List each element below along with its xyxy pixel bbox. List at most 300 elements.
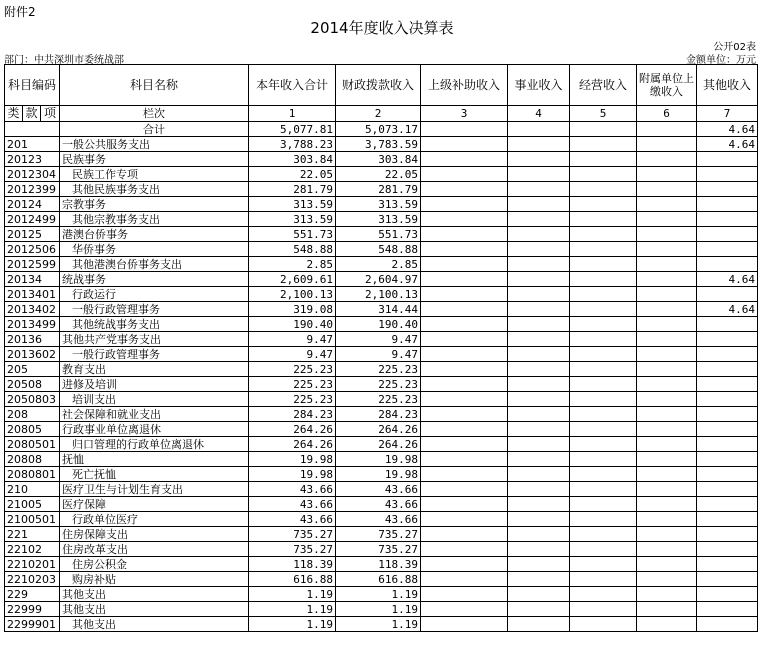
table-row <box>5 137 758 152</box>
income-table <box>4 64 758 632</box>
table-row <box>5 167 758 182</box>
row-affiliate <box>637 227 697 242</box>
row-operating <box>570 482 637 497</box>
row-operating <box>570 182 637 197</box>
row-name: 购房补贴 <box>60 572 249 587</box>
column-label: 栏次 <box>60 106 249 122</box>
col-number: 4 <box>508 106 570 122</box>
row-superior <box>421 272 508 287</box>
row-other: 4.64 <box>697 302 758 317</box>
row-fiscal: 1.19 <box>336 587 421 602</box>
table-row <box>5 407 758 422</box>
row-affiliate <box>637 602 697 617</box>
row-operating <box>570 317 637 332</box>
row-affiliate <box>637 122 697 137</box>
row-affiliate <box>637 482 697 497</box>
row-name: 住房公积金 <box>60 557 249 572</box>
table-row <box>5 212 758 227</box>
row-fiscal: 616.88 <box>336 572 421 587</box>
row-other <box>697 557 758 572</box>
table-row <box>5 332 758 347</box>
row-code: 20508 <box>5 377 60 392</box>
row-name: 民族事务 <box>60 152 249 167</box>
row-affiliate <box>637 197 697 212</box>
row-code: 2013401 <box>5 287 60 302</box>
row-fiscal: 225.23 <box>336 362 421 377</box>
row-total: 1.19 <box>249 617 336 632</box>
row-business <box>508 272 570 287</box>
row-superior <box>421 122 508 137</box>
row-fiscal: 43.66 <box>336 512 421 527</box>
row-business <box>508 287 570 302</box>
row-business <box>508 512 570 527</box>
row-superior <box>421 452 508 467</box>
row-name: 其他支出 <box>60 587 249 602</box>
col-number: 5 <box>570 106 637 122</box>
row-affiliate <box>637 557 697 572</box>
col-number: 1 <box>249 106 336 122</box>
header-code: 科目编码 <box>5 65 60 106</box>
row-fiscal: 9.47 <box>336 347 421 362</box>
row-total: 225.23 <box>249 377 336 392</box>
header-name: 科目名称 <box>60 65 249 106</box>
row-business <box>508 407 570 422</box>
row-affiliate <box>637 257 697 272</box>
row-other <box>697 422 758 437</box>
row-business <box>508 572 570 587</box>
row-business <box>508 392 570 407</box>
row-business <box>508 167 570 182</box>
row-code: 2080801 <box>5 467 60 482</box>
row-operating <box>570 602 637 617</box>
row-total: 43.66 <box>249 497 336 512</box>
row-operating <box>570 467 637 482</box>
row-superior <box>421 317 508 332</box>
row-fiscal: 548.88 <box>336 242 421 257</box>
table-row <box>5 452 758 467</box>
row-total: 19.98 <box>249 467 336 482</box>
row-other <box>697 392 758 407</box>
row-total: 319.08 <box>249 302 336 317</box>
row-affiliate <box>637 167 697 182</box>
table-row <box>5 182 758 197</box>
row-total: 9.47 <box>249 347 336 362</box>
row-superior <box>421 392 508 407</box>
row-fiscal: 2.85 <box>336 257 421 272</box>
row-operating <box>570 272 637 287</box>
row-other <box>697 527 758 542</box>
row-operating <box>570 242 637 257</box>
row-other <box>697 347 758 362</box>
row-business <box>508 452 570 467</box>
row-other <box>697 287 758 302</box>
row-name: 其他民族事务支出 <box>60 182 249 197</box>
row-other <box>697 452 758 467</box>
row-business <box>508 602 570 617</box>
row-code <box>5 122 60 137</box>
row-code: 221 <box>5 527 60 542</box>
row-operating <box>570 527 637 542</box>
row-code: 2210201 <box>5 557 60 572</box>
row-business <box>508 497 570 512</box>
row-operating <box>570 512 637 527</box>
row-business <box>508 527 570 542</box>
row-code: 2013499 <box>5 317 60 332</box>
row-total: 1.19 <box>249 602 336 617</box>
row-name: 民族工作专项 <box>60 167 249 182</box>
table-row <box>5 497 758 512</box>
header-superior: 上级补助收入 <box>421 65 508 106</box>
row-code: 2012506 <box>5 242 60 257</box>
row-total: 281.79 <box>249 182 336 197</box>
row-affiliate <box>637 242 697 257</box>
row-superior <box>421 212 508 227</box>
row-affiliate <box>637 287 697 302</box>
row-operating <box>570 407 637 422</box>
row-fiscal: 225.23 <box>336 392 421 407</box>
row-name: 教育支出 <box>60 362 249 377</box>
row-business <box>508 617 570 632</box>
table-row <box>5 512 758 527</box>
row-name: 死亡抚恤 <box>60 467 249 482</box>
row-affiliate <box>637 572 697 587</box>
row-fiscal: 314.44 <box>336 302 421 317</box>
col-number: 7 <box>697 106 758 122</box>
table-row <box>5 392 758 407</box>
row-superior <box>421 422 508 437</box>
row-code: 20124 <box>5 197 60 212</box>
row-affiliate <box>637 347 697 362</box>
row-superior <box>421 437 508 452</box>
row-other <box>697 257 758 272</box>
table-row <box>5 572 758 587</box>
row-superior <box>421 182 508 197</box>
row-code: 205 <box>5 362 60 377</box>
row-name: 医疗卫生与计划生育支出 <box>60 482 249 497</box>
row-superior <box>421 602 508 617</box>
row-superior <box>421 347 508 362</box>
row-superior <box>421 617 508 632</box>
row-affiliate <box>637 137 697 152</box>
row-other <box>697 542 758 557</box>
header-lei: 类 <box>5 106 23 122</box>
row-name: 其他共产党事务支出 <box>60 332 249 347</box>
table-row <box>5 422 758 437</box>
row-affiliate <box>637 362 697 377</box>
table-row <box>5 227 758 242</box>
row-name: 其他支出 <box>60 617 249 632</box>
row-affiliate <box>637 467 697 482</box>
row-other <box>697 407 758 422</box>
table-row <box>5 272 758 287</box>
row-superior <box>421 512 508 527</box>
row-name: 一般行政管理事务 <box>60 347 249 362</box>
row-code: 201 <box>5 137 60 152</box>
row-other <box>697 437 758 452</box>
row-fiscal: 225.23 <box>336 377 421 392</box>
row-operating <box>570 167 637 182</box>
header-total: 本年收入合计 <box>249 65 336 106</box>
row-business <box>508 302 570 317</box>
row-business <box>508 587 570 602</box>
row-affiliate <box>637 152 697 167</box>
row-name: 社会保障和就业支出 <box>60 407 249 422</box>
row-name: 行政运行 <box>60 287 249 302</box>
col-number: 3 <box>421 106 508 122</box>
row-code: 2080501 <box>5 437 60 452</box>
table-row <box>5 152 758 167</box>
row-operating <box>570 437 637 452</box>
row-name: 其他宗教事务支出 <box>60 212 249 227</box>
row-code: 2012599 <box>5 257 60 272</box>
row-operating <box>570 302 637 317</box>
row-superior <box>421 197 508 212</box>
row-operating <box>570 212 637 227</box>
row-operating <box>570 362 637 377</box>
table-row <box>5 527 758 542</box>
row-total: 19.98 <box>249 452 336 467</box>
row-business <box>508 152 570 167</box>
row-superior <box>421 377 508 392</box>
table-row <box>5 587 758 602</box>
row-business <box>508 212 570 227</box>
row-superior <box>421 302 508 317</box>
row-name: 华侨事务 <box>60 242 249 257</box>
table-row <box>5 197 758 212</box>
row-business <box>508 182 570 197</box>
row-other <box>697 317 758 332</box>
row-fiscal: 22.05 <box>336 167 421 182</box>
row-total: 313.59 <box>249 212 336 227</box>
row-total: 225.23 <box>249 392 336 407</box>
row-code: 2050803 <box>5 392 60 407</box>
row-affiliate <box>637 542 697 557</box>
row-fiscal: 735.27 <box>336 527 421 542</box>
row-code: 208 <box>5 407 60 422</box>
row-other <box>697 212 758 227</box>
row-other: 4.64 <box>697 272 758 287</box>
row-operating <box>570 587 637 602</box>
row-operating <box>570 257 637 272</box>
table-body <box>5 122 758 632</box>
row-name: 一般公共服务支出 <box>60 137 249 152</box>
row-business <box>508 227 570 242</box>
row-name: 统战事务 <box>60 272 249 287</box>
table-row <box>5 482 758 497</box>
row-affiliate <box>637 422 697 437</box>
attachment-label: 附件2 <box>4 5 36 19</box>
row-superior <box>421 497 508 512</box>
row-other <box>697 482 758 497</box>
row-total: 616.88 <box>249 572 336 587</box>
row-name: 住房保障支出 <box>60 527 249 542</box>
row-code: 2210203 <box>5 572 60 587</box>
row-affiliate <box>637 437 697 452</box>
row-fiscal: 5,073.17 <box>336 122 421 137</box>
row-other <box>697 587 758 602</box>
form-code: 公开02表 <box>713 42 756 53</box>
row-operating <box>570 542 637 557</box>
row-operating <box>570 422 637 437</box>
row-superior <box>421 482 508 497</box>
row-total: 735.27 <box>249 527 336 542</box>
table-row <box>5 317 758 332</box>
row-fiscal: 284.23 <box>336 407 421 422</box>
col-number: 2 <box>336 106 421 122</box>
row-superior <box>421 572 508 587</box>
row-operating <box>570 197 637 212</box>
table-row <box>5 602 758 617</box>
row-affiliate <box>637 407 697 422</box>
row-other <box>697 497 758 512</box>
table-row <box>5 437 758 452</box>
header-xiang: 项 <box>41 106 60 122</box>
row-superior <box>421 227 508 242</box>
row-superior <box>421 257 508 272</box>
row-name: 港澳台侨事务 <box>60 227 249 242</box>
row-operating <box>570 227 637 242</box>
row-superior <box>421 332 508 347</box>
row-fiscal: 118.39 <box>336 557 421 572</box>
row-operating <box>570 557 637 572</box>
report-title: 2014年度收入决算表 <box>310 19 454 37</box>
row-affiliate <box>637 212 697 227</box>
row-name: 合计 <box>60 122 249 137</box>
row-business <box>508 347 570 362</box>
row-business <box>508 437 570 452</box>
row-code: 2013602 <box>5 347 60 362</box>
row-superior <box>421 152 508 167</box>
row-business <box>508 257 570 272</box>
row-total: 284.23 <box>249 407 336 422</box>
row-superior <box>421 287 508 302</box>
row-operating <box>570 287 637 302</box>
header-affiliate: 附属单位上缴收入 <box>637 65 697 106</box>
row-affiliate <box>637 452 697 467</box>
row-code: 2012499 <box>5 212 60 227</box>
row-total: 2,609.61 <box>249 272 336 287</box>
header-business: 事业收入 <box>508 65 570 106</box>
row-operating <box>570 122 637 137</box>
row-total: 9.47 <box>249 332 336 347</box>
row-name: 医疗保障 <box>60 497 249 512</box>
table-row <box>5 242 758 257</box>
row-code: 20805 <box>5 422 60 437</box>
row-affiliate <box>637 377 697 392</box>
row-fiscal: 313.59 <box>336 212 421 227</box>
row-total: 43.66 <box>249 482 336 497</box>
row-superior <box>421 362 508 377</box>
row-total: 735.27 <box>249 542 336 557</box>
row-code: 20134 <box>5 272 60 287</box>
row-code: 20123 <box>5 152 60 167</box>
row-fiscal: 303.84 <box>336 152 421 167</box>
table-row <box>5 542 758 557</box>
row-business <box>508 482 570 497</box>
row-other <box>697 332 758 347</box>
row-code: 210 <box>5 482 60 497</box>
row-fiscal: 19.98 <box>336 467 421 482</box>
row-code: 2299901 <box>5 617 60 632</box>
row-fiscal: 43.66 <box>336 482 421 497</box>
row-affiliate <box>637 317 697 332</box>
row-affiliate <box>637 302 697 317</box>
row-fiscal: 2,604.97 <box>336 272 421 287</box>
row-total: 3,788.23 <box>249 137 336 152</box>
row-name: 抚恤 <box>60 452 249 467</box>
row-fiscal: 264.26 <box>336 437 421 452</box>
header-fiscal: 财政拨款收入 <box>336 65 421 106</box>
row-fiscal: 735.27 <box>336 542 421 557</box>
table-row <box>5 347 758 362</box>
row-superior <box>421 167 508 182</box>
row-code: 20136 <box>5 332 60 347</box>
row-name: 其他港澳台侨事务支出 <box>60 257 249 272</box>
row-other <box>697 182 758 197</box>
row-operating <box>570 452 637 467</box>
row-superior <box>421 557 508 572</box>
row-other <box>697 572 758 587</box>
row-other: 4.64 <box>697 137 758 152</box>
table-row <box>5 287 758 302</box>
row-fiscal: 264.26 <box>336 422 421 437</box>
row-other <box>697 602 758 617</box>
row-total: 2.85 <box>249 257 336 272</box>
table-row <box>5 257 758 272</box>
row-fiscal: 2,100.13 <box>336 287 421 302</box>
row-operating <box>570 617 637 632</box>
header-other: 其他收入 <box>697 65 758 106</box>
row-fiscal: 1.19 <box>336 602 421 617</box>
row-operating <box>570 572 637 587</box>
unit-label: 金额单位：万元 <box>686 55 756 66</box>
total-row <box>5 122 758 137</box>
row-total: 2,100.13 <box>249 287 336 302</box>
table-row <box>5 557 758 572</box>
row-name: 宗教事务 <box>60 197 249 212</box>
row-business <box>508 317 570 332</box>
row-name: 行政事业单位离退休 <box>60 422 249 437</box>
row-affiliate <box>637 272 697 287</box>
header-operating: 经营收入 <box>570 65 637 106</box>
row-total: 190.40 <box>249 317 336 332</box>
row-affiliate <box>637 182 697 197</box>
row-name: 住房改革支出 <box>60 542 249 557</box>
row-code: 22999 <box>5 602 60 617</box>
table-row <box>5 302 758 317</box>
row-business <box>508 422 570 437</box>
row-affiliate <box>637 497 697 512</box>
row-business <box>508 242 570 257</box>
row-name: 培训支出 <box>60 392 249 407</box>
row-business <box>508 557 570 572</box>
row-fiscal: 313.59 <box>336 197 421 212</box>
row-name: 进修及培训 <box>60 377 249 392</box>
row-affiliate <box>637 617 697 632</box>
row-fiscal: 190.40 <box>336 317 421 332</box>
row-operating <box>570 332 637 347</box>
row-operating <box>570 347 637 362</box>
row-operating <box>570 137 637 152</box>
row-name: 归口管理的行政单位离退休 <box>60 437 249 452</box>
header-row <box>5 65 758 106</box>
row-other <box>697 227 758 242</box>
row-other <box>697 467 758 482</box>
row-fiscal: 551.73 <box>336 227 421 242</box>
row-superior <box>421 587 508 602</box>
row-code: 21005 <box>5 497 60 512</box>
row-other <box>697 167 758 182</box>
